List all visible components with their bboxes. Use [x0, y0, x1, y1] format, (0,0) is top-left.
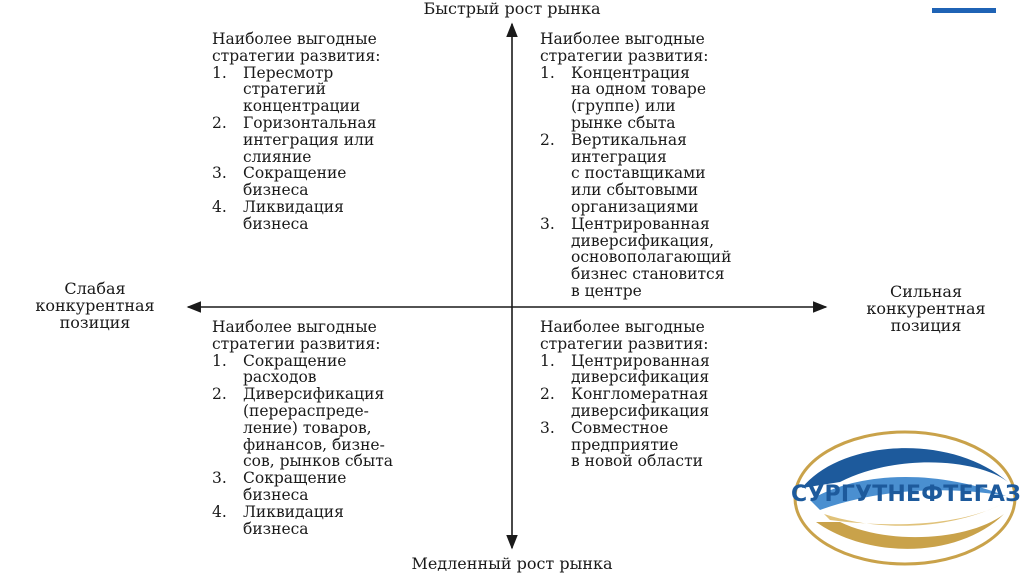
strategy-text: слияние	[243, 147, 312, 166]
strategy-text: основополагающий	[571, 248, 732, 267]
logo-text: СУРГУТНЕФТЕГАЗ	[791, 482, 1021, 507]
strategy-text: финансов, бизне-	[243, 435, 385, 454]
accent-bar	[932, 8, 996, 13]
strategy-text: бизнеса	[243, 485, 309, 504]
strategy-item	[212, 65, 380, 115]
strategy-text: диверсификация,	[571, 231, 715, 250]
quadrant-bottom-left	[212, 319, 393, 537]
strategy-number: 1.	[540, 351, 555, 370]
heading-line: стратегии развития:	[212, 334, 381, 353]
strategy-item	[540, 132, 731, 216]
heading-line: стратегии развития:	[540, 46, 709, 65]
strategy-item	[212, 199, 380, 233]
strategy-text: бизнеса	[243, 519, 309, 538]
strategy-text: стратегий	[243, 80, 326, 99]
strategy-text: бизнеса	[243, 181, 309, 200]
strategy-text: или сбытовыми	[571, 181, 699, 200]
quadrant-heading	[212, 31, 380, 65]
strategy-number: 2.	[212, 385, 227, 404]
axis-label-top	[372, 0, 652, 17]
strategy-text: Диверсификация	[243, 385, 385, 404]
strategy-item	[212, 504, 393, 538]
axis-label-line: Сильная	[889, 282, 963, 301]
quadrant-top-right	[540, 31, 731, 300]
strategy-number: 3.	[540, 214, 555, 233]
axis-label-bottom	[352, 555, 672, 572]
strategy-text: в центре	[571, 281, 642, 300]
strategy-text: диверсификация	[571, 368, 710, 387]
strategy-text: Совместное	[571, 418, 669, 437]
axis-label-line: Медленный рост рынка	[411, 554, 613, 573]
strategy-list	[212, 353, 393, 538]
strategy-text: Центрированная	[571, 214, 710, 233]
strategy-number: 4.	[212, 502, 227, 521]
strategy-item	[540, 65, 731, 132]
strategy-text: диверсификация	[571, 401, 710, 420]
strategy-text: (группе) или	[571, 97, 676, 116]
strategy-number: 2.	[540, 130, 555, 149]
strategy-text: интеграция или	[243, 130, 375, 149]
strategy-list	[212, 65, 380, 233]
strategy-text: предприятие	[571, 435, 679, 454]
strategy-text: на одном товаре	[571, 80, 706, 99]
strategy-text: бизнеса	[243, 214, 309, 233]
strategy-text: Ликвидация	[243, 502, 344, 521]
strategy-text: сов, рынков сбыта	[243, 452, 394, 471]
quadrant-heading	[212, 319, 393, 353]
quadrant-heading	[540, 319, 710, 353]
strategy-text: расходов	[243, 368, 317, 387]
strategy-item	[212, 115, 380, 165]
strategy-item	[540, 353, 710, 387]
axis-label-right	[828, 283, 1024, 334]
heading-line: Наиболее выгодные	[540, 30, 705, 48]
axis-label-line: Слабая	[64, 279, 126, 298]
heading-line: Наиболее выгодные	[212, 30, 377, 48]
quadrant-bottom-right	[540, 319, 710, 470]
axis-label-line: позиция	[59, 313, 131, 332]
strategy-text: с поставщиками	[571, 164, 706, 183]
strategy-list	[540, 353, 710, 471]
strategy-item	[212, 165, 380, 199]
axis-label-line: конкурентная	[866, 299, 986, 318]
strategy-number: 3.	[540, 418, 555, 437]
strategy-text: Сокращение	[243, 469, 347, 488]
strategy-number: 4.	[212, 197, 227, 216]
quadrant-heading	[540, 31, 731, 65]
strategy-number: 1.	[212, 63, 227, 82]
strategy-item	[540, 216, 731, 300]
strategy-text: Горизонтальная	[243, 113, 377, 132]
axis-label-line: позиция	[890, 316, 962, 335]
strategy-text: организациями	[571, 197, 699, 216]
strategy-number: 3.	[212, 164, 227, 183]
strategy-text: концентрации	[243, 97, 361, 116]
strategy-item	[540, 386, 710, 420]
strategy-text: Сокращение	[243, 351, 347, 370]
axis-label-left	[0, 280, 190, 331]
strategy-text: (перераспреде-	[243, 401, 369, 420]
strategy-number: 3.	[212, 469, 227, 488]
strategy-item	[212, 470, 393, 504]
strategy-text: рынке сбыта	[571, 113, 676, 132]
strategy-number: 2.	[212, 113, 227, 132]
strategy-item	[212, 386, 393, 470]
strategy-text: интеграция	[571, 147, 667, 166]
quadrant-top-left	[212, 31, 380, 233]
strategy-item	[212, 353, 393, 387]
strategy-text: бизнес становится	[571, 265, 725, 284]
strategy-text: ление) товаров,	[243, 418, 372, 437]
strategy-text: Вертикальная	[571, 130, 687, 149]
strategy-text: Сокращение	[243, 164, 347, 183]
axis-label-line: конкурентная	[35, 296, 155, 315]
axis-label-line: Быстрый рост рынка	[423, 0, 601, 18]
strategy-item	[540, 420, 710, 470]
strategy-text: Концентрация	[571, 63, 690, 82]
heading-line: Наиболее выгодные	[540, 318, 705, 336]
heading-line: стратегии развития:	[540, 334, 709, 353]
strategy-text: Центрированная	[571, 351, 710, 370]
strategy-number: 1.	[212, 351, 227, 370]
heading-line: стратегии развития:	[212, 46, 381, 65]
strategy-number: 2.	[540, 385, 555, 404]
strategy-text: Конгломератная	[571, 385, 709, 404]
strategy-text: Ликвидация	[243, 197, 344, 216]
strategy-number: 1.	[540, 63, 555, 82]
heading-line: Наиболее выгодные	[212, 318, 377, 336]
strategy-text: Пересмотр	[243, 63, 334, 82]
strategy-text: в новой области	[571, 452, 703, 471]
strategy-list	[540, 65, 731, 300]
